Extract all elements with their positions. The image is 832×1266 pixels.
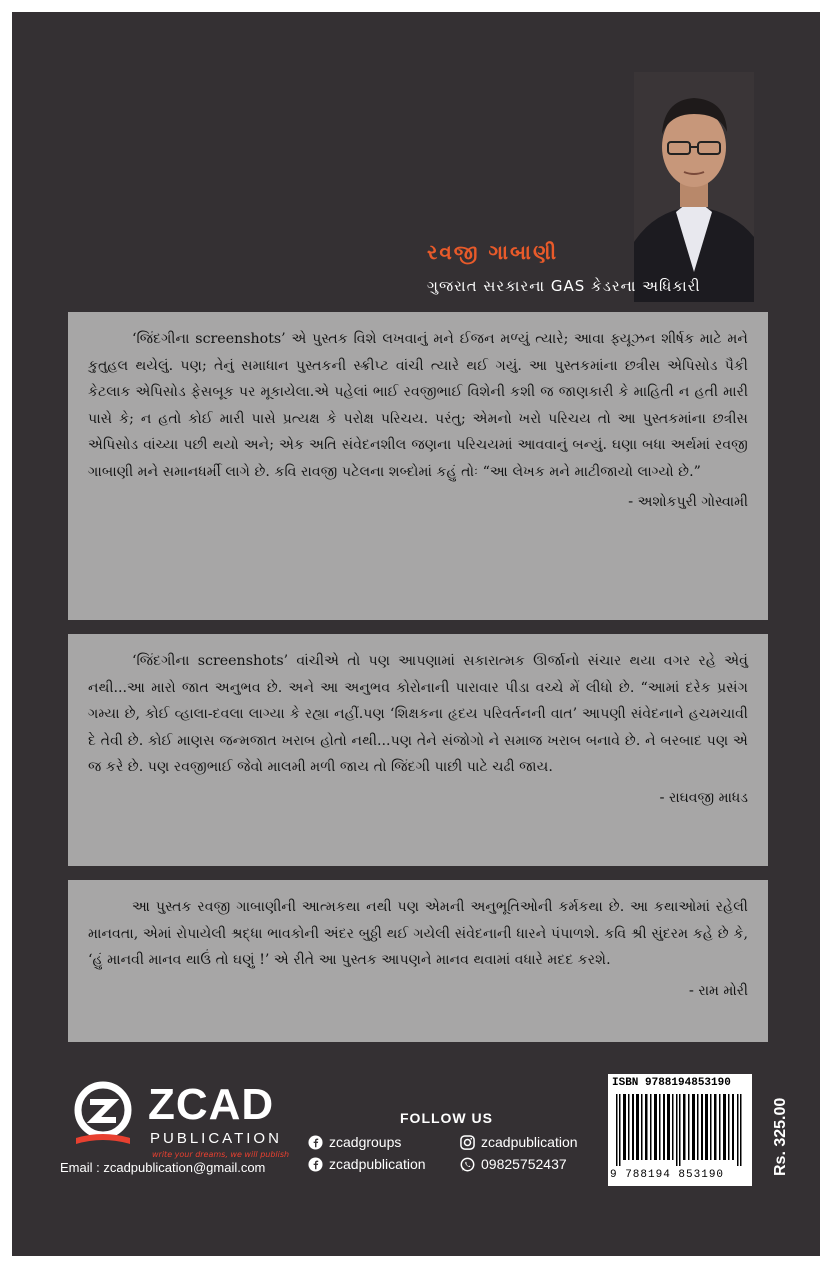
logo-subtitle: PUBLICATION — [150, 1130, 282, 1147]
barcode-panel — [608, 1074, 752, 1186]
author-name: રવજી ગાબાણી — [427, 240, 559, 264]
isbn-label: ISBN 9788194853190 — [612, 1077, 731, 1089]
social-instagram[interactable] — [460, 1134, 578, 1150]
price-label: Rs. 325.00 — [772, 1097, 789, 1176]
social-whatsapp[interactable] — [460, 1156, 567, 1172]
review-text: ‘જિંદગીના screenshots’ વાંચીએ તો પણ આપણામાં સકારાત્મક ઊર્જાનો સંચાર થયા વગર રહે એવું નથી...આ મારો જાત અનુભવ છે. અને આ અનુભવ કોરોનાની પારાવાર પીડા વચ્ચે મેં લીધો છે. “આમાં દરેક પ્રસંગ ગમ્યા છે, કોઈ વ્હાલા-દવલા લાગ્યા કે રહ્યા નહીં.પણ ‘શિક્ષકના હૃદય પરિવર્તનની વાત’ આપણી સંવેદનાને હચમચાવી દે તેવી છે. કોઈ માણસ જન્મજાત ખરાબ હોતો નથી...પણ તેને સંજોગો ને સમાજ ખરાબ બનાવે છે. ને બરબાદ પણ એ જ કરે છે. પણ રવજીભાઈ જેવો માલમી મળી જાય તો જિંદગી પાછી પાટે ચઢી જાય. — [88, 653, 748, 775]
review-box-2 — [68, 634, 768, 866]
review-box-3 — [68, 880, 768, 1042]
logo-tagline: write your dreams, we will publish — [152, 1150, 290, 1159]
social-handle: zcadgroups — [329, 1134, 402, 1150]
social-facebook-page[interactable] — [308, 1156, 426, 1172]
facebook-icon — [308, 1135, 323, 1150]
review-text: આ પુસ્તક રવજી ગાબાણીની આત્મકથા નથી પણ એમની અનુભૂતિઓની કર્મકથા છે. આ કથાઓમાં રહેલી માનવતા, એમાં રોપાયેલી શ્રદ્ધા ભાવકોની અંદર બુઠ્ઠી થઈ ગયેલી સંવેદનાની ધારને પંપાળશે. કવિ શ્રી સુંદરમ કહે છે કે, ‘હું માનવી માનવ થાઉં તો ઘણું !’ એ રીતે આ પુસ્તક આપણને માનવ થવામાં વધારે મદદ કરશે. — [88, 899, 748, 968]
review-signature: - રામ મોરી — [688, 982, 748, 999]
social-handle: zcadpublication — [329, 1156, 426, 1172]
social-facebook-groups[interactable] — [308, 1134, 401, 1150]
instagram-icon — [460, 1135, 475, 1150]
author-photo — [634, 72, 754, 302]
social-handle: zcadpublication — [481, 1134, 578, 1150]
logo-wordmark: ZCAD — [148, 1080, 275, 1129]
review-box-1 — [68, 312, 768, 620]
review-signature: - રાઘવજી માધડ — [659, 789, 748, 806]
back-cover — [12, 12, 820, 1256]
publisher-email: Email : zcadpublication@gmail.com — [60, 1160, 266, 1175]
zcad-logo-icon — [68, 1080, 138, 1150]
author-designation: ગુજરાત સરકારના GAS કેડરના અધિકારી — [427, 277, 701, 295]
barcode-number: 9 788194 853190 — [610, 1169, 725, 1181]
review-text: ‘જિંદગીના screenshots’ એ પુસ્તક વિશે લખવાનું મને ઈજન મળ્યું ત્યારે; આવા ફ્યૂઝન શીર્ષક માટે મને કુતુહલ થયેલું. પણ; તેનું સમાધાન પુસ્તકની સ્ક્રીપ્ટ વાંચી ત્યારે થઈ ગયું. આ પુસ્તકમાંના છત્રીસ એપિસોડ પૈકી કેટલાક એપિસોડ ફેસબૂક પર મૂકાયેલા.એ પહેલાં ભાઈ રવજીભાઈ વિશેની કશી જ જાણકારી કે માહિતી ન હતી મારી પાસે કે; ન હતો કોઈ મારી પાસે પ્રત્યક્ષ કે પરોક્ષ પરિચય. પરંતુ; એમનો ખરો પરિચય તો આ પુસ્તકમાંના છત્રીસ એપિસોડ વાંચ્યા પછી થયો અને; એક અતિ સંવેદનશીલ જણના પરિચયમાં આવવાનું બન્યું. ઘણા બધા અર્થમાં રવજી ગાબાણી મને સમાનધર્મી લાગે છે. કવિ રાવજી પટેલના શબ્દોમાં કહું તોઃ “આ લેખક મને માટીજાયો લાગ્યો છે.” — [88, 331, 748, 480]
social-handle: 09825752437 — [481, 1156, 567, 1172]
review-signature: - અશોકપુરી ગોસ્વામી — [628, 494, 748, 510]
whatsapp-icon — [460, 1157, 475, 1172]
facebook-icon — [308, 1157, 323, 1172]
follow-heading: FOLLOW US — [400, 1110, 493, 1126]
barcode-graphic — [614, 1094, 746, 1166]
